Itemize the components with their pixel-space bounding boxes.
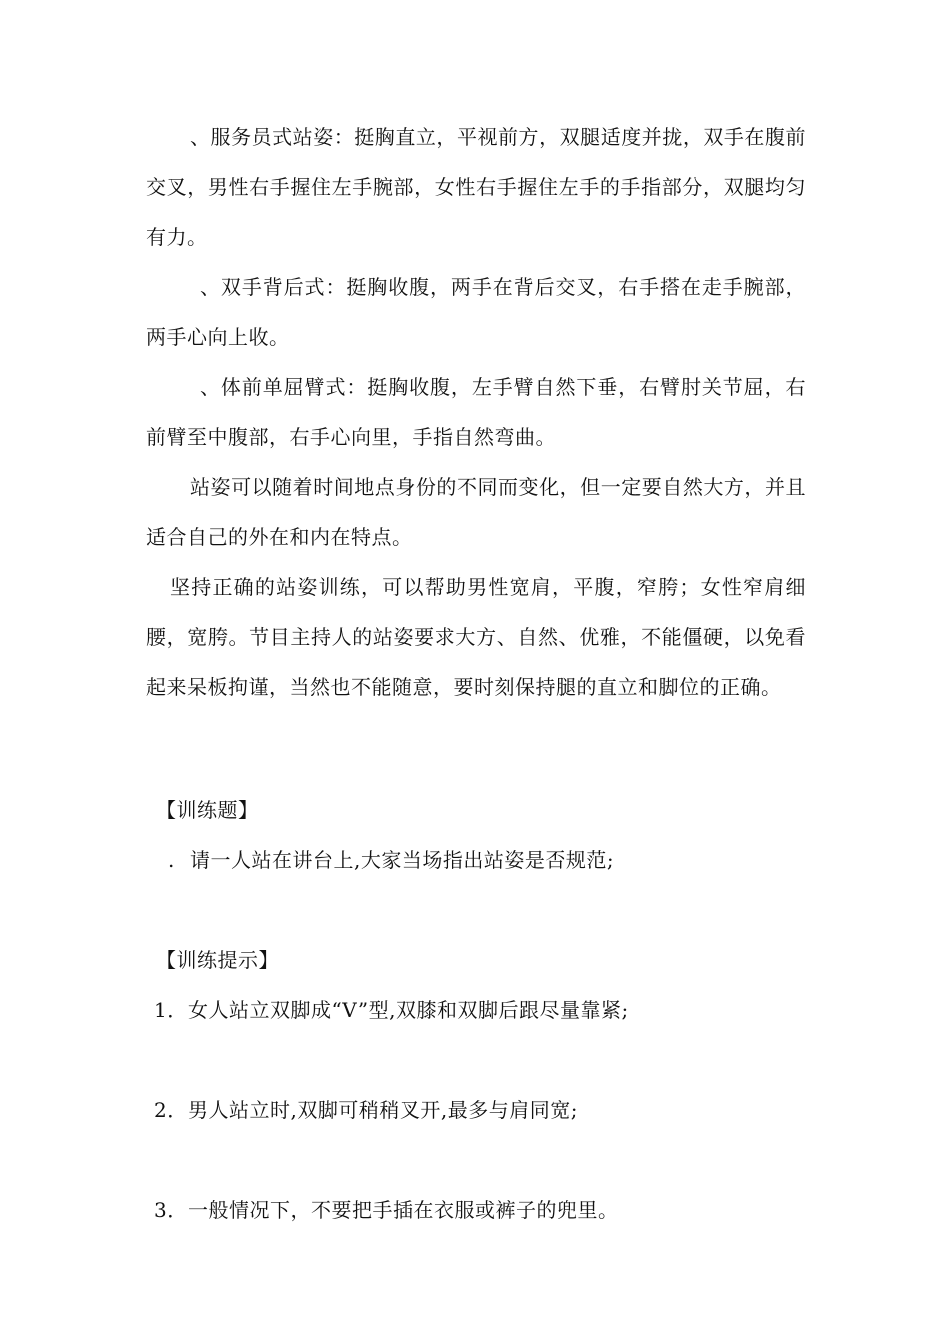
tip-text: 男人站立时,双脚可稍稍叉开,最多与肩同宽;: [188, 1098, 578, 1122]
exercise-text: 请一人站在讲台上,大家当场指出站姿是否规范;: [190, 848, 615, 872]
exercise-marker: .: [168, 848, 175, 872]
tip-item: [154, 1095, 578, 1125]
tip-number: 2．: [154, 1098, 188, 1122]
tip-item: [154, 1195, 619, 1225]
paragraph-hands-behind: 、双手背后式：挺胸收腹，两手在背后交叉，右手搭在走手腕部，两手心向上收。: [146, 275, 806, 349]
tip-text: 女人站立双脚成“V”型,双膝和双脚后跟尽量靠紧;: [188, 998, 629, 1022]
tip-item: [154, 995, 629, 1025]
exercises-heading: 【训练题】: [156, 798, 259, 822]
paragraph-stance-variation: 站姿可以随着时间地点身份的不同而变化，但一定要自然大方，并且适合自己的外在和内在特点。: [146, 475, 806, 549]
paragraph-single-arm: 、体前单屈臂式：挺胸收腹，左手臂自然下垂，右臂肘关节屈，右前臂至中腹部，右手心向里，手指自然弯曲。: [146, 375, 806, 449]
tip-text: 一般情况下，不要把手插在衣服或裤子的兜里。: [188, 1198, 619, 1222]
exercise-item: [168, 845, 614, 875]
tip-number: 3．: [154, 1198, 188, 1222]
tip-number: 1．: [154, 998, 188, 1022]
paragraph-service-stance: 、服务员式站姿：挺胸直立，平视前方，双腿适度并拢，双手在腹前交叉，男性右手握住左手腕部，女性右手握住左手的手指部分，双腿均匀有力。: [146, 125, 806, 249]
paragraph-stance-training: 坚持正确的站姿训练，可以帮助男性宽肩，平腹，窄胯；女性窄肩细腰，宽胯。节目主持人的站姿要求大方、自然、优雅，不能僵硬，以免看起来呆板拘谨，当然也不能随意，要时刻保持腿的直立和脚位的正确。: [146, 575, 806, 699]
tips-heading: 【训练提示】: [156, 948, 279, 972]
